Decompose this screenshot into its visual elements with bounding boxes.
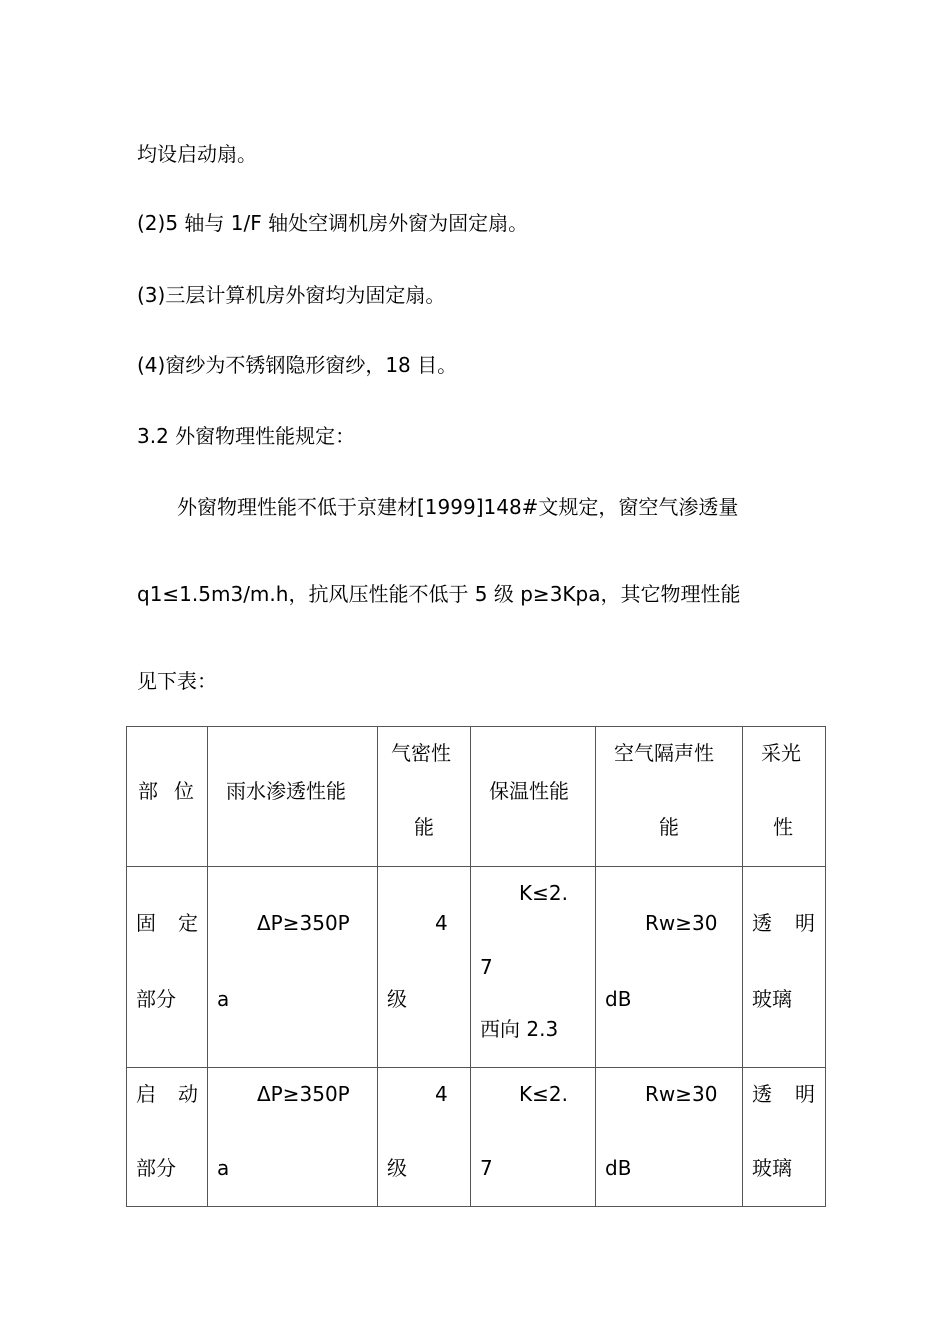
cell-text: ΔP≥350P: [257, 911, 350, 935]
cell-text: 4: [435, 911, 448, 935]
table-cell: [743, 867, 826, 1068]
table-header-row: [127, 727, 826, 867]
table-row: [127, 867, 826, 1068]
cell-text: 级: [387, 1156, 407, 1180]
cell-text: 透: [752, 1082, 772, 1106]
cell-text: a: [217, 1156, 230, 1180]
paragraph-line: 均设启动扇。: [137, 142, 257, 166]
table-cell: [208, 867, 378, 1068]
paragraph-line: (4)窗纱为不锈钢隐形窗纱，18 目。: [137, 353, 458, 377]
header-cell-part: [127, 727, 208, 867]
table-cell: [471, 1068, 596, 1207]
header-text: 能: [414, 815, 434, 839]
header-text: 性: [773, 815, 793, 839]
header-text: 雨水渗透性能: [226, 779, 346, 803]
cell-text: Rw≥30: [645, 911, 718, 935]
header-cell-rain: [208, 727, 378, 867]
header-text: 能: [659, 815, 679, 839]
cell-text: ΔP≥350P: [257, 1082, 350, 1106]
paragraph-line: q1≤1.5m3/m.h，抗风压性能不低于 5 级 p≥3Kpa，其它物理性能: [137, 582, 741, 606]
cell-text: 明: [795, 1082, 815, 1106]
cell-text: 动: [178, 1082, 198, 1106]
paragraph-line: 外窗物理性能不低于京建材[1999]148#文规定，窗空气渗透量: [177, 495, 739, 519]
table-cell: [127, 867, 208, 1068]
paragraph-line: (2)5 轴与 1/F 轴处空调机房外窗为固定扇。: [137, 211, 529, 235]
cell-text: 级: [387, 987, 407, 1011]
section-heading: 3.2 外窗物理性能规定：: [137, 424, 356, 448]
cell-text: 明: [795, 911, 815, 935]
cell-text: 4: [435, 1082, 448, 1106]
paragraph-line: (3)三层计算机房外窗均为固定扇。: [137, 283, 446, 307]
cell-text: 定: [178, 911, 198, 935]
cell-text: Rw≥30: [645, 1082, 718, 1106]
header-text: 保温性能: [489, 779, 569, 803]
cell-text: 7: [480, 955, 493, 979]
header-text: 气密性: [391, 741, 451, 765]
table-cell: [743, 1068, 826, 1207]
cell-text: 西向 2.3: [480, 1017, 559, 1041]
cell-text: 玻璃: [752, 987, 792, 1011]
cell-text: 玻璃: [752, 1156, 792, 1180]
table-cell: [596, 867, 743, 1068]
header-text: 位: [174, 779, 194, 803]
cell-text: dB: [605, 1156, 632, 1180]
cell-text: K≤2.: [519, 1082, 568, 1106]
header-text: 采光: [761, 741, 801, 765]
cell-text: 部分: [136, 987, 176, 1011]
cell-text: 透: [752, 911, 772, 935]
header-cell-airtight: [378, 727, 471, 867]
table-cell: [208, 1068, 378, 1207]
header-cell-light: [743, 727, 826, 867]
cell-text: K≤2.: [519, 881, 568, 905]
table-cell: [378, 867, 471, 1068]
table-cell: [596, 1068, 743, 1207]
cell-text: 部分: [136, 1156, 176, 1180]
header-text: 空气隔声性: [614, 741, 714, 765]
header-cell-insulation: [471, 727, 596, 867]
table-row: [127, 1068, 826, 1207]
header-cell-sound: [596, 727, 743, 867]
table-cell: [127, 1068, 208, 1207]
cell-text: dB: [605, 987, 632, 1011]
header-text: 部: [138, 779, 158, 803]
cell-text: 固: [136, 911, 156, 935]
table-cell: [378, 1068, 471, 1207]
cell-text: 启: [136, 1082, 156, 1106]
cell-text: a: [217, 987, 230, 1011]
table-cell: [471, 867, 596, 1068]
paragraph-line: 见下表：: [137, 669, 217, 693]
performance-table: [126, 726, 826, 1207]
cell-text: 7: [480, 1156, 493, 1180]
